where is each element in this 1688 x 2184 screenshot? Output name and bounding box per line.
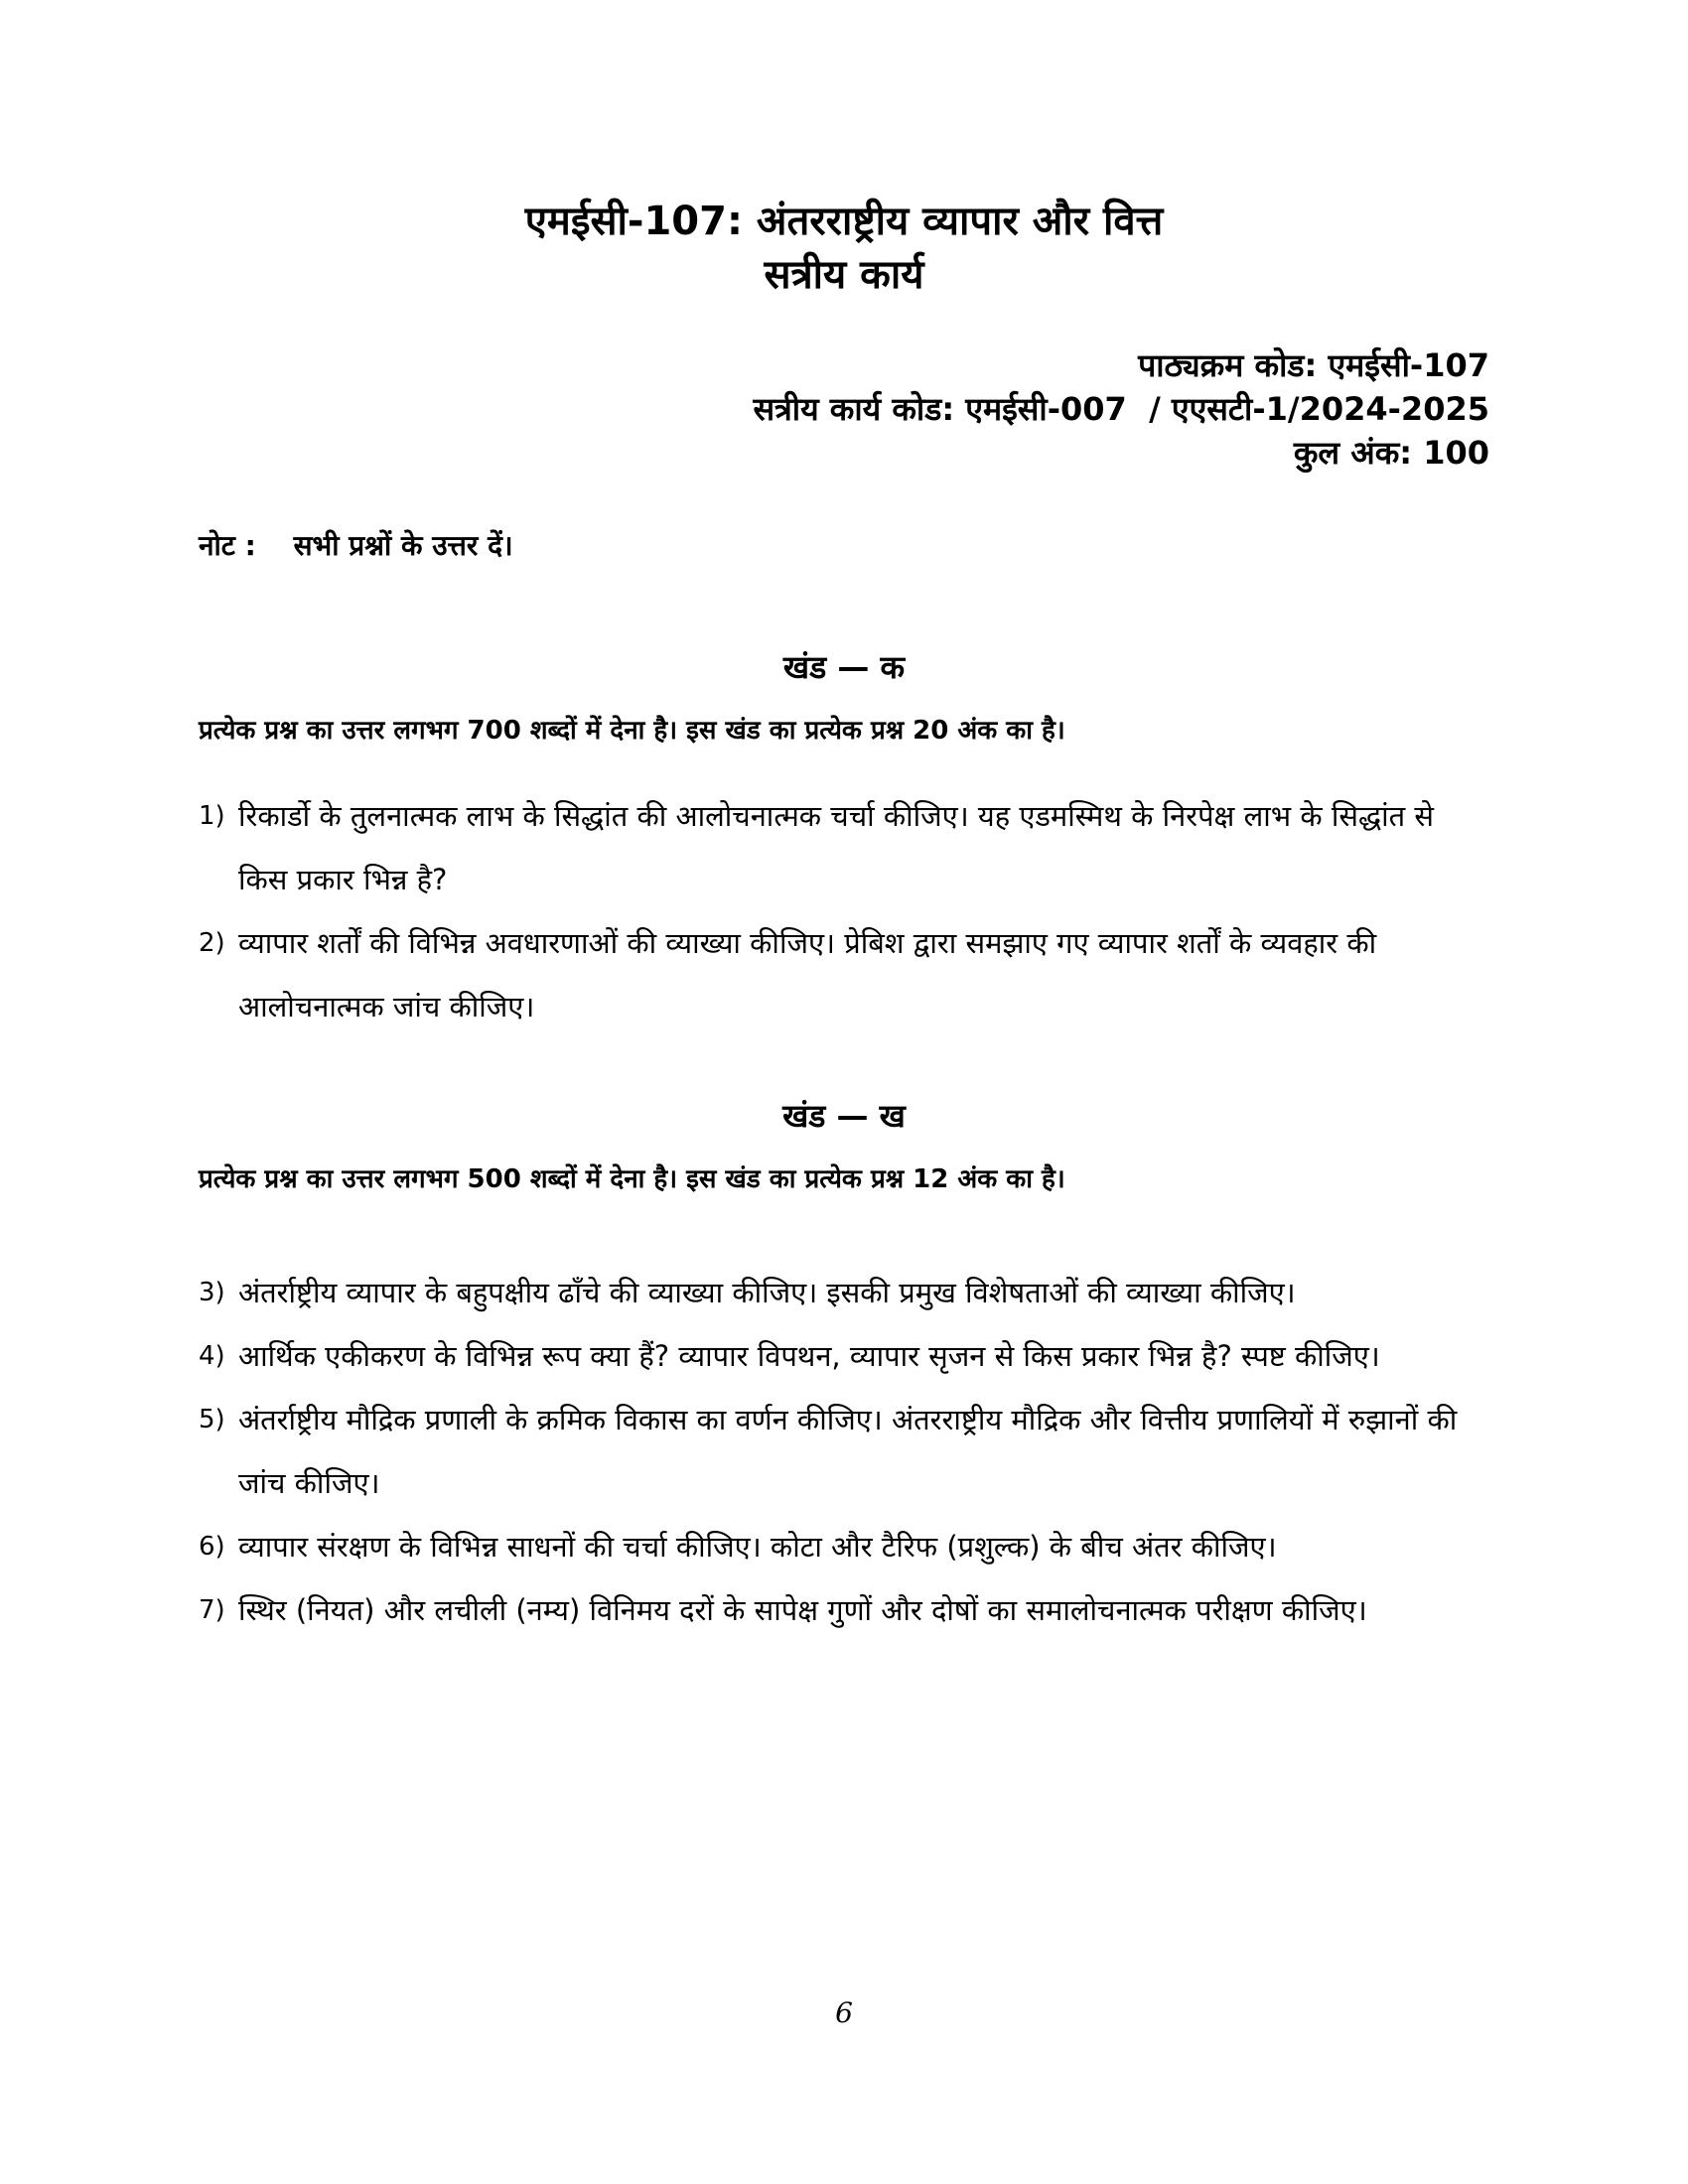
question-text: अंतर्राष्ट्रीय व्यापार के बहुपक्षीय ढाँचे की व्याख्या कीजिए। इसकी प्रमुख विशेषताओं की व्याख्या कीजिए। xyxy=(238,1276,1296,1309)
question-number: 5) xyxy=(199,1405,225,1434)
assignment-code: सत्रीय कार्य कोड: एमईसी-007 / एएसटी-1/2024-2025 xyxy=(753,390,1489,428)
question-7 xyxy=(199,1578,1489,1642)
question-number: 6) xyxy=(199,1532,225,1562)
question-5 xyxy=(199,1388,1489,1515)
section-a-questions xyxy=(199,784,1489,1038)
assignment-meta xyxy=(753,343,1489,475)
question-number: 4) xyxy=(199,1341,225,1371)
question-3 xyxy=(199,1261,1489,1324)
question-text: अंतर्राष्ट्रीय मौद्रिक प्रणाली के क्रमिक विकास का वर्णन कीजिए। अंतरराष्ट्रीय मौद्रिक और वित्तीय प्रणालियों में रुझानों की जांच कीजिए। xyxy=(238,1403,1458,1500)
section-a-heading: खंड — क xyxy=(782,648,906,686)
question-text: व्यापार शर्तों की विभिन्न अवधारणाओं की व्याख्या कीजिए। प्रेबिश द्वारा समझाए गए व्यापार शर्तों के व्यवहार की आलोचनात्मक जांच कीजिए। xyxy=(238,926,1377,1024)
question-text: रिकार्डो के तुलनात्मक लाभ के सिद्धांत की आलोचनात्मक चर्चा कीजिए। यह एडमस्मिथ के निरपेक्ष लाभ के सिद्धांत से किस प्रकार भिन्न है? xyxy=(238,799,1434,896)
question-2 xyxy=(199,911,1489,1038)
page-number: 6 xyxy=(835,1996,853,2029)
course-code: पाठ्यक्रम कोड: एमईसी-107 xyxy=(1138,346,1489,384)
question-1 xyxy=(199,784,1489,911)
question-number: 2) xyxy=(199,928,225,958)
question-number: 1) xyxy=(199,801,225,831)
note xyxy=(199,526,513,566)
note-text: सभी प्रश्नों के उत्तर दें। xyxy=(293,529,513,562)
section-b-heading: खंड — ख xyxy=(782,1097,906,1135)
question-text: व्यापार संरक्षण के विभिन्न साधनों की चर्चा कीजिए। कोटा और टैरिफ (प्रशुल्क) के बीच अंतर कीजिए। xyxy=(238,1530,1277,1564)
question-number: 3) xyxy=(199,1278,225,1307)
note-label: नोट : xyxy=(199,529,256,562)
question-text: स्थिर (नियत) और लचीली (नम्य) विनिमय दरों के सापेक्ष गुणों और दोषों का समालोचनात्मक परीक्षण कीजिए। xyxy=(238,1593,1367,1627)
document-title: एमईसी-107: अंतरराष्ट्रीय व्यापार और वित्त xyxy=(524,199,1164,244)
section-b-questions xyxy=(199,1261,1489,1642)
section-a-instruction: प्रत्येक प्रश्न का उत्तर लगभग 700 शब्दों में देना है। इस खंड का प्रत्येक प्रश्न 20 अंक का है। xyxy=(199,716,1065,746)
question-6 xyxy=(199,1515,1489,1578)
total-marks: कुल अंक: 100 xyxy=(1293,434,1489,472)
question-number: 7) xyxy=(199,1595,225,1625)
document-subtitle: सत्रीय कार्य xyxy=(764,252,924,298)
question-4 xyxy=(199,1324,1489,1388)
question-text: आर्थिक एकीकरण के विभिन्न रूप क्या हैं? व्यापार विपथन, व्यापार सृजन से किस प्रकार भिन्न है? स्पष्ट कीजिए। xyxy=(238,1339,1380,1373)
section-b-instruction: प्रत्येक प्रश्न का उत्तर लगभग 500 शब्दों में देना है। इस खंड का प्रत्येक प्रश्न 12 अंक का है। xyxy=(199,1164,1065,1194)
